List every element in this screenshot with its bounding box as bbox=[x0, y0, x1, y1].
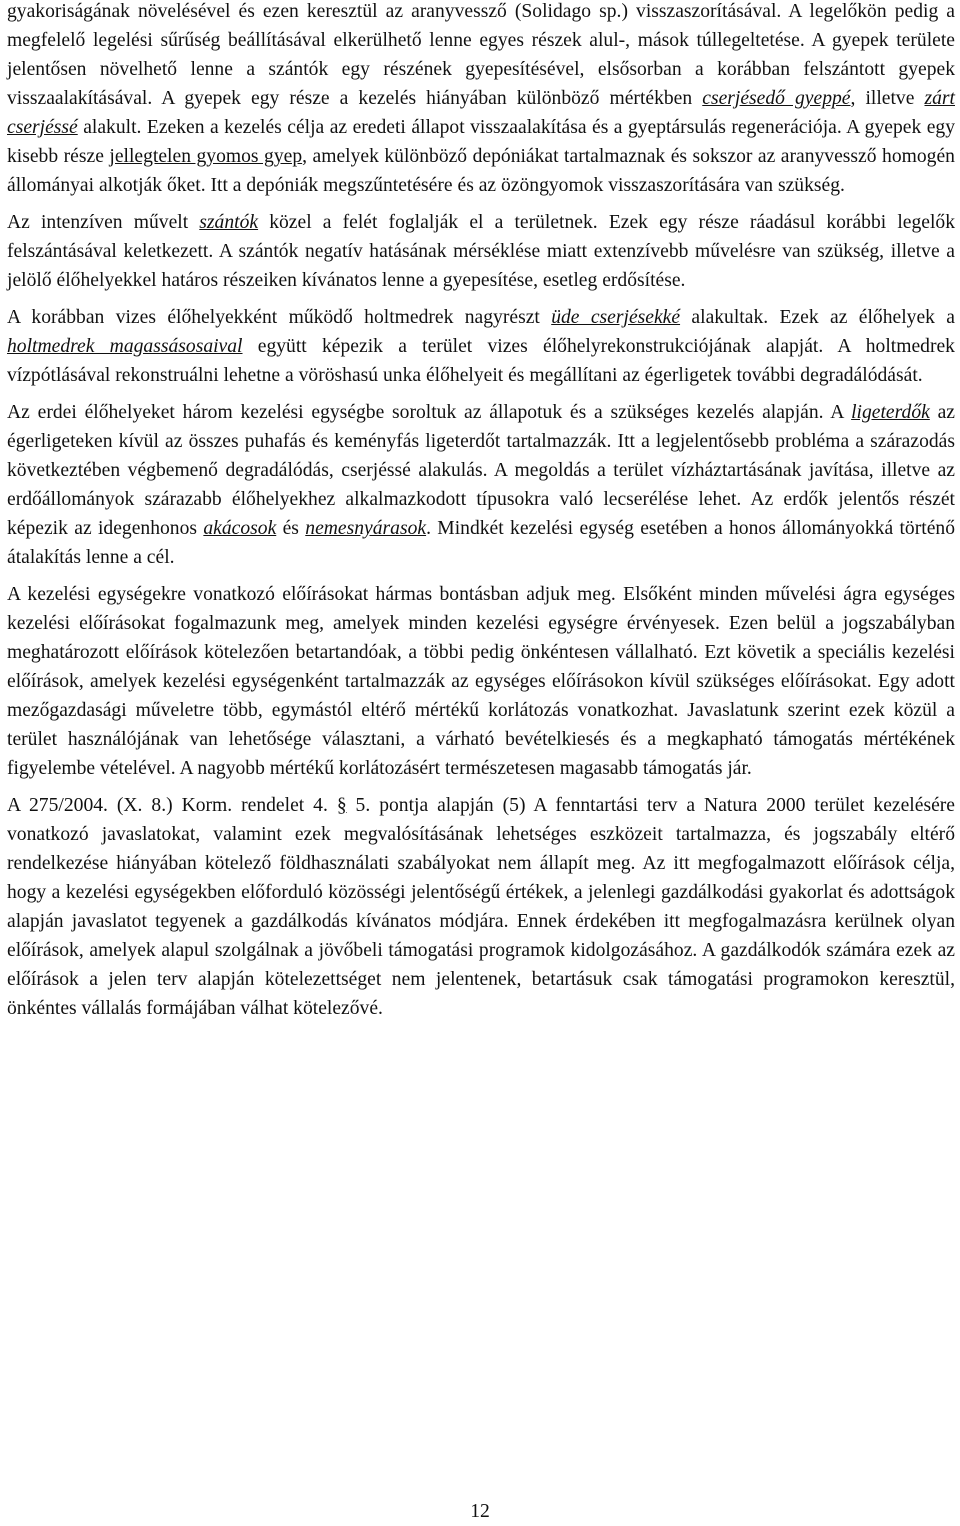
text-run: alakultak. Ezek az élőhelyek a bbox=[680, 307, 955, 328]
paragraph-1 bbox=[7, 0, 955, 200]
habitat-term: holtmedrek magassásosaival bbox=[7, 336, 243, 357]
text-run: A korábban vizes élőhelyekként működő holtmedrek nagyrészt bbox=[7, 307, 552, 328]
paragraph-3 bbox=[7, 303, 955, 390]
habitat-term: ligeterdők bbox=[851, 402, 930, 423]
paragraph-6 bbox=[7, 791, 955, 1023]
habitat-term: nemesnyárasok bbox=[305, 518, 427, 539]
paragraph-4 bbox=[7, 398, 955, 572]
text-run: Az erdei élőhelyeket három kezelési egységbe soroltuk az állapotuk és a szükséges kezelés alapján. A bbox=[7, 402, 852, 423]
text-run: 5. pontja alapján (5) A fenntartási terv a Natura 2000 terület kezelésére vonatkozó javaslatokat, valamint ezek megvalósításának lehetséges eszközeit tartalmazza, és jogszabály eltérő rendelkezése hiányában kötelező földhasználati szabályokat nem állapít meg. Az itt megfogalmazott előírások célja, hogy a kezelési egységekben előforduló közösségi jelentőségű értékek, a jelenlegi gazdálkodási gyakorlat és adottságok alapján javaslatot tegyenek a gazdálkodás kívánatos módjára. Ennek érdekében itt megfogalmazásra kerülnek olyan előírások, amelyek alapul szolgálnak a jövőbeli támogatási programok kidolgozásához. A gazdálkodók számára ezek az előírások a jelen terv alapján kötelezettséget nem jelentenek, betartásuk csak támogatási programokon keresztül, önkéntes vállalás formájában válhat kötelezővé. bbox=[7, 795, 955, 1019]
underlined-term: § bbox=[336, 795, 347, 816]
text-run: és bbox=[276, 518, 306, 539]
text-run: Az intenzíven művelt bbox=[7, 212, 200, 233]
text-run: . Mindkét kezelési egység esetében a honos állományokká történő átalakítás lenne a cél. bbox=[7, 518, 955, 568]
text-run: alakult. Ezeken a kezelés célja az eredeti állapot visszaalakítása és a gyeptársulás regenerációja. A gyepek egy kisebb része bbox=[7, 117, 955, 167]
text-run: A kezelési egységekre vonatkozó előírásokat hármas bontásban adjuk meg. Elsőként minden művelési ágra egységes kezelési előírásokat fogalmazunk meg, amelyek minden kezelési egységre érvényesek. Ezen belül a jogszabályban meghatározott előírások kötelezően betartandóak, a többi pedig önkéntesen vállalható. Ezt követik a speciális kezelési előírások, amelyek kezelési egységenként tartalmazzák az egységes előírásokon kívül szükséges előírásokat. Egy adott mezőgazdasági műveletre több, egymástól eltérő mértékű korlátozás vonatkozhat. Javaslatunk szerint ezek közül a terület használójának van lehetősége választani, a várható bevételkiesés és a megkapható támogatás mértékének figyelembe vételével. A nagyobb mértékű korlátozásért természetesen magasabb támogatás jár. bbox=[7, 584, 955, 779]
text-run: együtt képezik a terület vizes élőhelyrekonstrukciójának alapját. A holtmedrek vízpótlásával rekonstruálni lehetne a vöröshasú unka élőhelyeit és megállítani az égerligetek további degradálódását. bbox=[7, 336, 955, 386]
text-run: , illetve bbox=[850, 88, 925, 109]
paragraph-2 bbox=[7, 208, 955, 295]
text-run: , amelyek különböző depóniákat tartalmaznak és sokszor az aranyvessző homogén állományai alkotják őket. Itt a depóniák megszűntetésére és az özöngyomok visszaszorítására van szükség. bbox=[7, 146, 955, 196]
paragraph-5 bbox=[7, 580, 955, 783]
habitat-term: zárt cserjéssé bbox=[7, 88, 955, 138]
habitat-term: üde cserjésekké bbox=[551, 307, 681, 328]
text-run: gyakoriságának növelésével és ezen keresztül az aranyvessző (Solidago sp.) visszaszorításával. A legelőkön pedig a megfelelő legelési sűrűség beállításával elkerülhető lenne egyes részek alul-, mások túllegeltetése. A gyepek területe jelentősen növelhető lenne a szántók egy részének gyepesítésével, elsősorban a korábban felszántott gyepek visszaalakításával. A gyepek egy része a kezelés hiányában különböző mértékben bbox=[7, 1, 955, 109]
text-run: A 275/2004. (X. 8.) Korm. rendelet 4. bbox=[7, 795, 337, 816]
underlined-term: jellegtelen gyomos gyep bbox=[109, 146, 303, 167]
page-number: 12 bbox=[470, 1501, 490, 1522]
document-body bbox=[7, 0, 955, 1031]
text-run: az égerligeteken kívül az összes puhafás és keményfás ligeterdőt tartalmazzák. Itt a legjelentősebb probléma a szárazodás következtében végbemenő degradálódás, cserjéssé alakulás. A megoldás a terület vízháztartásának javítása, illetve az erdőállományok szárazabb élőhelyekhez alkalmazkodott típusokra való lecserélése lehet. Az erdők jelentős részét képezik az idegenhonos bbox=[7, 402, 956, 539]
text-run: közel a felét foglalják el a területnek. Ezek egy része ráadásul korábbi legelők felszántásával keletkezett. A szántók negatív hatásának mérséklése miatt extenzívebb művelésre van szükség, illetve a jelölő élőhelyekkel határos részeiken kívánatos lenne a gyepesítése, esetleg erdősítése. bbox=[7, 212, 955, 291]
habitat-term: szántók bbox=[199, 212, 259, 233]
habitat-term: cserjésedő gyeppé bbox=[702, 88, 851, 109]
habitat-term: akácosok bbox=[203, 518, 277, 539]
